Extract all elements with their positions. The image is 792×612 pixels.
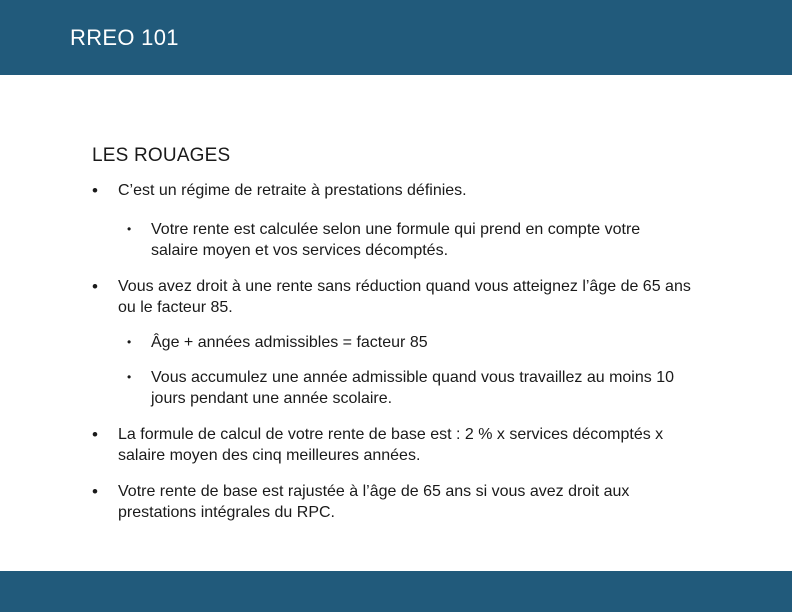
bullet-marker: • bbox=[92, 181, 98, 200]
header-band bbox=[0, 0, 792, 75]
header-title: RREO 101 bbox=[70, 25, 179, 50]
sub-bullet-text: Votre rente est calculée selon une formule qui prend en compte votre salaire moyen et vos services décomptés. bbox=[151, 221, 641, 259]
sub-bullet-item bbox=[127, 332, 687, 353]
bullet-marker: • bbox=[92, 277, 98, 296]
bullet-item bbox=[92, 180, 712, 201]
footer-band bbox=[0, 571, 792, 612]
bullet-marker: • bbox=[92, 482, 98, 501]
sub-bullet-text: Âge + années admissibles = facteur 85 bbox=[151, 334, 428, 351]
bullet-text: C’est un régime de retraite à prestations définies. bbox=[118, 182, 467, 199]
bullet-item bbox=[92, 276, 712, 318]
bullet-item bbox=[92, 424, 712, 466]
sub-bullet-marker: • bbox=[127, 335, 132, 349]
bullet-text: Vous avez droit à une rente sans réduction quand vous atteignez l’âge de 65 ans ou le facteur 85. bbox=[118, 278, 691, 316]
bullet-marker: • bbox=[92, 425, 98, 444]
sub-bullet-item bbox=[127, 367, 687, 409]
sub-bullet-marker: • bbox=[127, 370, 132, 384]
bullet-text: La formule de calcul de votre rente de base est : 2 % x services décomptés x salaire moyen des cinq meilleures années. bbox=[118, 426, 664, 464]
sub-bullet-item bbox=[127, 219, 687, 261]
bullet-item bbox=[92, 481, 712, 523]
sub-bullet-text: Vous accumulez une année admissible quand vous travaillez au moins 10 jours pendant une année scolaire. bbox=[151, 369, 674, 407]
sub-bullet-marker: • bbox=[127, 222, 132, 236]
section-title: LES ROUAGES bbox=[92, 145, 231, 166]
bullet-text: Votre rente de base est rajustée à l’âge de 65 ans si vous avez droit aux prestations intégrales du RPC. bbox=[118, 483, 630, 521]
